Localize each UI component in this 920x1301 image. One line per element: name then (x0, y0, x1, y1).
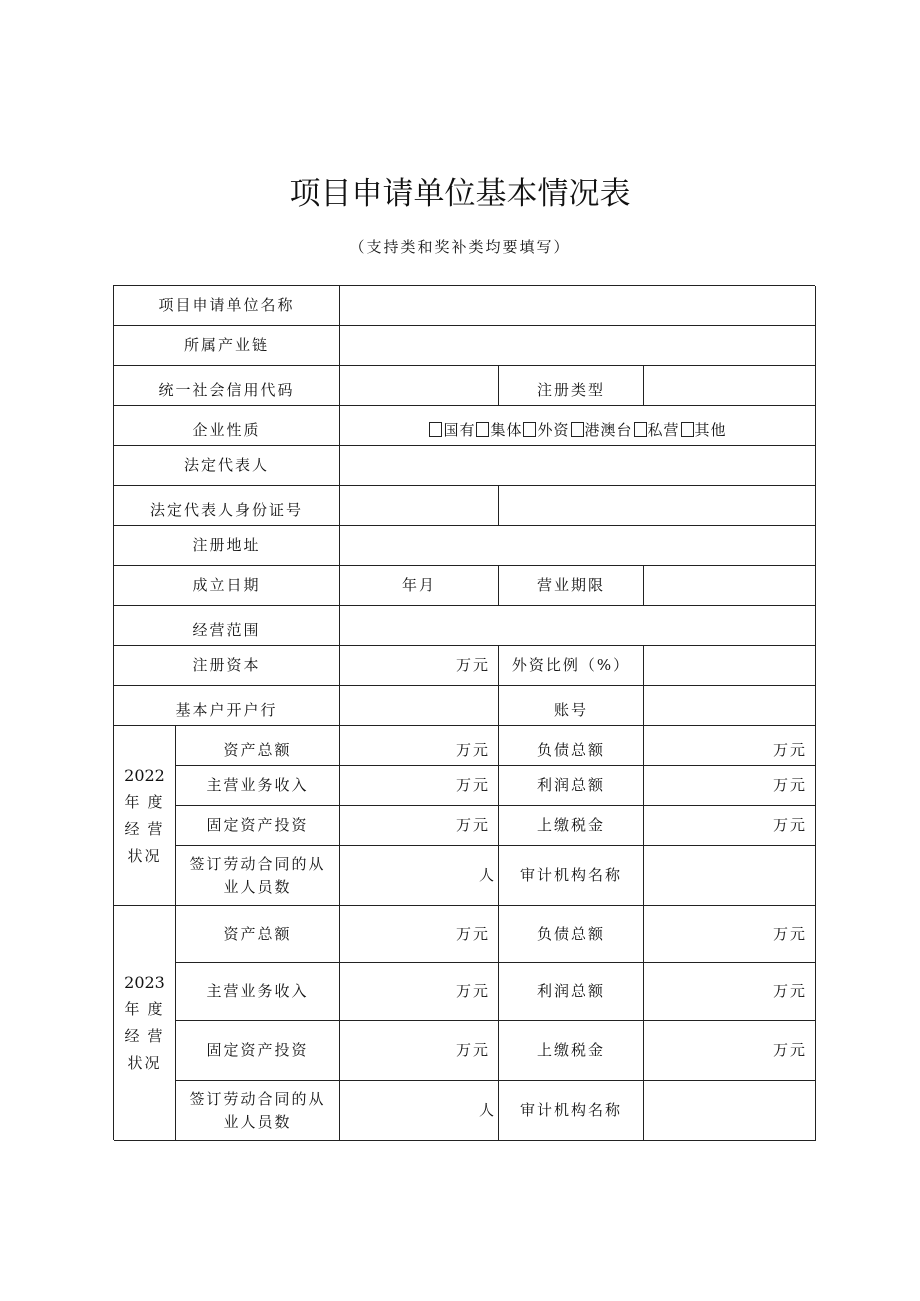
y2022-audit-label: 审计机构名称 (499, 846, 644, 906)
industry-chain-field[interactable] (340, 326, 816, 366)
nature-option-hkmt[interactable]: 港澳台 (570, 419, 633, 442)
y2022-debt-label: 负债总额 (499, 726, 644, 766)
checkbox-icon[interactable] (571, 422, 584, 437)
y2023-employees-label: 签订劳动合同的从业人员数 (176, 1081, 340, 1141)
y2022-income-label: 主营业务收入 (176, 766, 340, 806)
y2023-debt-field[interactable]: 万元 (644, 906, 816, 963)
checkbox-icon[interactable] (523, 422, 536, 437)
found-date-field[interactable]: 年月 (340, 566, 499, 606)
y2023-profit-field[interactable]: 万元 (644, 963, 816, 1021)
page-title: 项目申请单位基本情况表 (289, 176, 631, 212)
y2023-fixed-invest-label: 固定资产投资 (176, 1021, 340, 1081)
y2023-debt-label: 负债总额 (499, 906, 644, 963)
checkbox-icon[interactable] (681, 422, 694, 437)
y2022-fixed-invest-label: 固定资产投资 (176, 806, 340, 846)
y2023-assets-field[interactable]: 万元 (340, 906, 499, 963)
reg-capital-label: 注册资本 (114, 646, 340, 686)
nature-option-state[interactable]: 国有 (428, 419, 475, 442)
y2022-profit-field[interactable]: 万元 (644, 766, 816, 806)
year-2022-label: 2022 年 度 经 营 状况 (114, 726, 176, 906)
business-scope-field[interactable] (340, 606, 816, 646)
nature-option-collective[interactable]: 集体 (475, 419, 522, 442)
y2022-profit-label: 利润总额 (499, 766, 644, 806)
business-term-label: 营业期限 (499, 566, 644, 606)
nature-options (340, 406, 816, 446)
checkbox-icon[interactable] (476, 422, 489, 437)
legal-rep-id-field-2[interactable] (499, 486, 816, 526)
industry-chain-label: 所属产业链 (114, 326, 340, 366)
y2023-audit-field[interactable] (644, 1081, 816, 1141)
credit-code-field[interactable] (340, 366, 499, 406)
nature-label: 企业性质 (114, 406, 340, 446)
y2022-assets-label: 资产总额 (176, 726, 340, 766)
reg-type-label: 注册类型 (499, 366, 644, 406)
foreign-ratio-label: 外资比例（%） (499, 646, 644, 686)
y2022-fixed-invest-field[interactable]: 万元 (340, 806, 499, 846)
nature-option-foreign[interactable]: 外资 (522, 419, 569, 442)
page-subtitle: （支持类和奖补类均要填写） (349, 238, 571, 256)
y2023-income-field[interactable]: 万元 (340, 963, 499, 1021)
legal-rep-label: 法定代表人 (114, 446, 340, 486)
y2022-debt-field[interactable]: 万元 (644, 726, 816, 766)
y2023-profit-label: 利润总额 (499, 963, 644, 1021)
y2023-tax-label: 上缴税金 (499, 1021, 644, 1081)
reg-address-label: 注册地址 (114, 526, 340, 566)
account-field[interactable] (644, 686, 816, 726)
y2023-fixed-invest-field[interactable]: 万元 (340, 1021, 499, 1081)
bank-field[interactable] (340, 686, 499, 726)
reg-address-field[interactable] (340, 526, 816, 566)
nature-option-private[interactable]: 私营 (633, 419, 680, 442)
unit-name-field[interactable] (340, 286, 816, 326)
y2022-employees-label: 签订劳动合同的从业人员数 (176, 846, 340, 906)
nature-option-other[interactable]: 其他 (680, 419, 727, 442)
bank-label: 基本户开户行 (114, 686, 340, 726)
y2023-audit-label: 审计机构名称 (499, 1081, 644, 1141)
reg-type-field[interactable] (644, 366, 816, 406)
foreign-ratio-field[interactable] (644, 646, 816, 686)
y2022-employees-field[interactable]: 人 (340, 846, 499, 906)
y2022-tax-label: 上缴税金 (499, 806, 644, 846)
business-term-field[interactable] (644, 566, 816, 606)
legal-rep-id-field-1[interactable] (340, 486, 499, 526)
legal-rep-id-label: 法定代表人身份证号 (114, 486, 340, 526)
checkbox-icon[interactable] (429, 422, 442, 437)
reg-capital-field[interactable]: 万元 (340, 646, 499, 686)
found-date-label: 成立日期 (114, 566, 340, 606)
y2022-audit-field[interactable] (644, 846, 816, 906)
checkbox-icon[interactable] (634, 422, 647, 437)
y2023-income-label: 主营业务收入 (176, 963, 340, 1021)
credit-code-label: 统一社会信用代码 (114, 366, 340, 406)
y2022-income-field[interactable]: 万元 (340, 766, 499, 806)
account-label: 账号 (499, 686, 644, 726)
y2023-assets-label: 资产总额 (176, 906, 340, 963)
y2023-tax-field[interactable]: 万元 (644, 1021, 816, 1081)
y2023-employees-field[interactable]: 人 (340, 1081, 499, 1141)
business-scope-label: 经营范围 (114, 606, 340, 646)
year-2023-label: 2023 年 度 经 营 状况 (114, 906, 176, 1141)
legal-rep-field[interactable] (340, 446, 816, 486)
unit-name-label: 项目申请单位名称 (114, 286, 340, 326)
info-form-table (113, 285, 815, 1140)
y2022-assets-field[interactable]: 万元 (340, 726, 499, 766)
y2022-tax-field[interactable]: 万元 (644, 806, 816, 846)
